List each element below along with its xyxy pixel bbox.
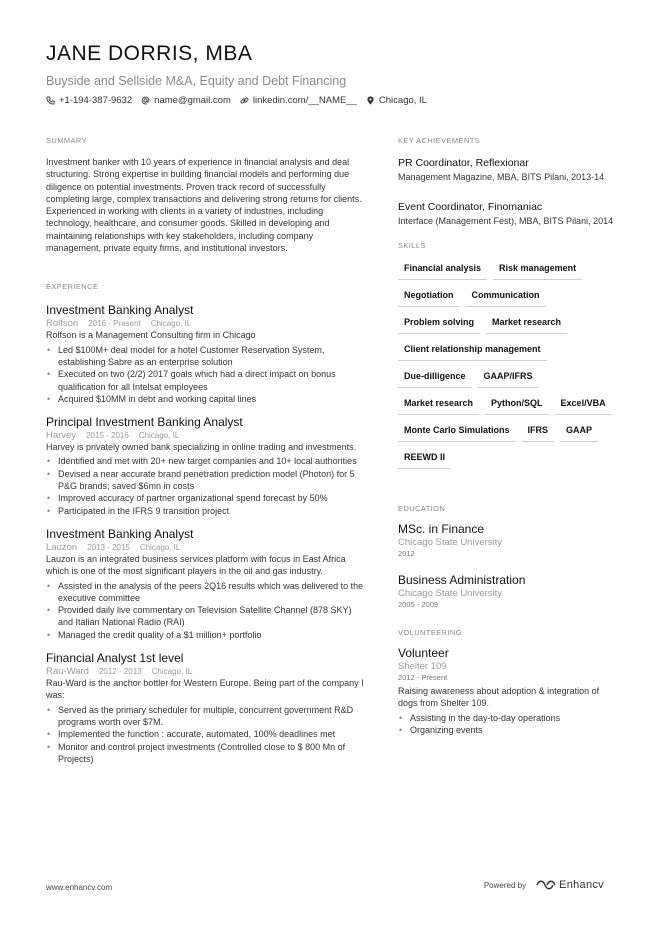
footer-website[interactable]: www.enhancv.com <box>46 883 113 892</box>
volunteer-bullets <box>398 712 620 737</box>
job-description: Lauzon is an integrated business services platform with focus in East Africa which is one of the most significant players in the oil and gas industry. <box>46 553 346 577</box>
skill-tag: REEWD II <box>398 447 451 469</box>
skill-tag: Excel/VBA <box>555 393 612 415</box>
contact-location <box>366 95 427 106</box>
skills-heading: SKILLS <box>398 241 426 250</box>
job-location: Chicago, IL <box>139 542 181 552</box>
skill-tag: Negotiation <box>398 285 460 307</box>
bullet-item: • Improved accuracy of partner organizational spend forecast by 50% <box>46 492 368 504</box>
achievements-heading: KEY ACHIEVEMENTS <box>398 136 481 145</box>
job-company: Rau-Ward <box>46 666 89 678</box>
volunteer-organization: Shelter 109 <box>398 661 447 672</box>
skill-tag: Monte Carlo Simulations <box>398 420 516 442</box>
footer-branding <box>484 879 604 891</box>
job-title: Principal Investment Banking Analyst <box>46 415 243 430</box>
achievement-description: Interface (Management Fest), MBA, BITS Pilani, 2014 <box>398 215 614 226</box>
job-bullets <box>46 580 368 641</box>
bullet-item: • Assisted in the analysis of the peers 2Q16 results which was delivered to the executive committee <box>46 580 368 605</box>
bullet-item: • Devised a near accurate brand penetration prediction model (Photon) for 5 P&G brands; saved $6mn in costs <box>46 468 368 493</box>
job-entry <box>46 415 368 517</box>
job-meta <box>46 430 368 441</box>
education-item <box>398 522 620 559</box>
job-bullets <box>46 704 368 765</box>
bullet-item: • Led $100M+ deal model for a hotel Customer Reservation System, establishing Sabre as an enterprise solution <box>46 344 368 369</box>
achievement-item <box>398 200 620 228</box>
skills-section <box>398 241 620 474</box>
skill-tag: Communication <box>466 285 546 307</box>
achievements-section <box>398 136 620 227</box>
phone-icon <box>46 96 55 105</box>
achievement-item <box>398 156 620 184</box>
bullet-item: • Acquired $10MM in debt and working capital lines <box>46 393 368 405</box>
job-title: Investment Banking Analyst <box>46 526 194 541</box>
education-item <box>398 573 620 610</box>
volunteer-dates: 2012 - Present <box>398 673 448 682</box>
volunteering-section <box>398 628 620 736</box>
job-meta <box>46 666 368 677</box>
job-dates: 2013 - 2015 <box>87 542 130 552</box>
contact-phone <box>46 95 132 106</box>
bullet-item: • Served as the primary scheduler for multiple, concurrent government R&D programs worth over $7M. <box>46 704 368 729</box>
job-title: Investment Banking Analyst <box>46 303 194 318</box>
job-dates: 2016 - Present <box>88 319 141 329</box>
bullet-item: • Managed the credit quality of a $1 million+ portfolio <box>46 629 368 641</box>
skill-tag: Financial analysis <box>398 258 487 280</box>
job-bullets <box>46 455 368 516</box>
candidate-name: JANE DORRIS, MBA <box>46 42 253 65</box>
job-meta <box>46 318 368 329</box>
link-icon <box>240 96 249 105</box>
summary-heading: SUMMARY <box>46 136 87 145</box>
enhancv-logo[interactable] <box>536 879 604 891</box>
resume-header <box>46 42 616 106</box>
volunteer-role: Volunteer <box>398 646 449 660</box>
education-school: Chicago State University <box>398 537 503 548</box>
achievement-title: Event Coordinator, Finomaniac <box>398 200 543 213</box>
linkedin-url: linkedin.com/__NAME__ <box>252 95 357 106</box>
job-meta <box>46 542 368 553</box>
candidate-headline: Buyside and Sellside M&A, Equity and Debt Financing <box>46 74 347 88</box>
job-list <box>46 303 368 765</box>
bullet-item: • Implemented the function : accurate, automated, 100% deadlines met <box>46 728 368 740</box>
job-location: Chicago, IL <box>138 431 180 441</box>
achievement-title: PR Coordinator, Reflexionar <box>398 157 529 169</box>
bullet-item: • Assisting in the day-to-day operations <box>398 712 620 724</box>
job-dates: 2015 - 2016 <box>86 431 129 441</box>
job-company: Lauzon <box>46 541 78 553</box>
bullet-item: • Identified and met with 20+ new target companies and 10+ local authorities <box>46 455 368 467</box>
skills-list <box>398 258 620 474</box>
job-company: Rolfson <box>46 318 79 330</box>
skill-tag: IFRS <box>522 420 555 442</box>
bullet-item: • Organizing events <box>398 724 620 736</box>
contact-email[interactable] <box>141 95 231 106</box>
education-degree: MSc. in Finance <box>398 522 485 536</box>
education-heading: EDUCATION <box>398 504 446 513</box>
skill-tag: Market research <box>486 312 567 334</box>
job-title: Financial Analyst 1st level <box>46 651 184 666</box>
job-dates: 2012 - 2013 <box>98 667 142 677</box>
bullet-item: • Provided daily live commentary on Television Satellite Channel (878 SKY) and Italian National Radio (RAI) <box>46 604 368 629</box>
job-entry <box>46 303 368 405</box>
skill-tag: Client relationship management <box>398 339 547 361</box>
skill-tag: GAAP/IFRS <box>478 366 539 388</box>
education-degree: Business Administration <box>398 573 526 587</box>
job-description: Harvey is privately owned bank specializing in online trading and investments. <box>46 442 357 453</box>
education-dates: 2005 - 2009 <box>398 600 439 609</box>
phone-number: +1-194-387-9632 <box>59 95 133 106</box>
job-location: Chicago, IL <box>150 319 192 329</box>
skill-tag: Risk management <box>493 258 582 280</box>
job-description: Rolfson is a Management Consulting firm in Chicago <box>46 330 256 341</box>
job-location: Chicago, IL <box>151 667 193 677</box>
experience-heading: EXPERIENCE <box>46 282 99 292</box>
powered-by-label: Powered by <box>483 880 527 890</box>
skill-tag: GAAP <box>560 420 598 442</box>
skill-tag: Problem solving <box>398 312 480 334</box>
education-school: Chicago State University <box>398 588 503 599</box>
job-entry <box>46 651 368 765</box>
contact-linkedin[interactable] <box>240 95 357 106</box>
job-company: Harvey <box>46 430 77 442</box>
bullet-item: • Participated in the IFRS 9 transition project <box>46 505 368 517</box>
experience-section <box>46 282 368 765</box>
left-column <box>46 136 368 775</box>
email-address: name@gmail.com <box>154 95 231 106</box>
contact-bar <box>46 95 616 106</box>
bullet-item: • Monitor and control project investments (Controlled close to $ 800 Mn of Projects) <box>46 741 368 766</box>
location-pin-icon <box>366 96 375 105</box>
job-description: Rau-Ward is the anchor bottler for Western Europe. Being part of the company I was: <box>46 678 364 701</box>
education-section <box>398 504 620 610</box>
at-icon <box>141 96 150 105</box>
skill-tag: Python/SQL <box>485 393 549 415</box>
location-text: Chicago, IL <box>378 95 427 106</box>
job-bullets <box>46 344 368 405</box>
right-column <box>398 136 620 736</box>
summary-section <box>46 136 368 254</box>
skill-tag: Due-dilligence <box>398 366 472 388</box>
education-dates: 2012 <box>398 549 415 558</box>
summary-text: Investment banker with 10 years of experience in financial analysis and deal structuring. Strong expertise in building financial models and performing due diligence on potential investments. Proven track record of successfully completing large, complex transactions and delivering strong returns for clients. Experienced in working with clients in a variety of industries, including technology, healthcare, and consumer goods. Skilled in developing and maintaining relationships with key stakeholders, including company management, private equity firms, and institutional investors. <box>46 157 362 254</box>
skill-tag: Market research <box>398 393 479 415</box>
achievement-description: Management Magazine, MBA, BITS Pilani, 2013-14 <box>398 172 605 182</box>
job-entry <box>46 527 368 641</box>
brand-name: Enhancv <box>559 879 604 891</box>
enhancv-logo-icon <box>536 879 556 891</box>
bullet-item: • Executed on two (2/2) 2017 goals which had a direct impact on bonus qualification for all Intelsat employees <box>46 368 368 393</box>
volunteer-description: Raising awareness about adoption & integration of dogs from Shelter 109. <box>398 686 600 709</box>
volunteering-heading: VOLUNTEERING <box>398 628 462 637</box>
